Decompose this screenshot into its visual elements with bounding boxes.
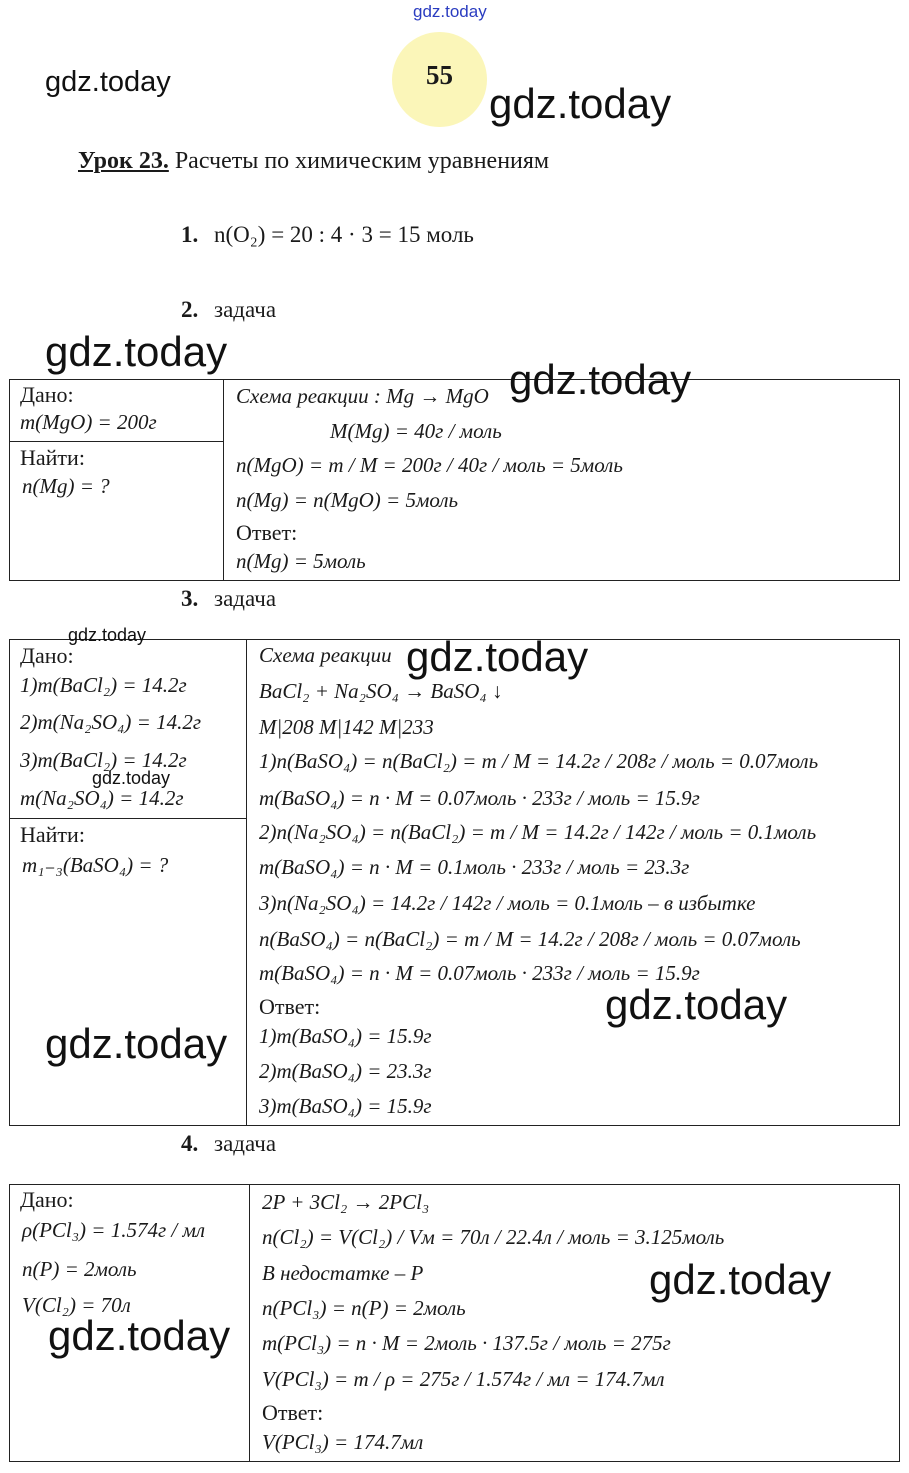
- task-1: [181, 222, 474, 248]
- solution-line: n(Cl₂) = V(Cl₂) / Vм = 70л / 22.4л / моль = 3.125моль: [262, 1225, 725, 1249]
- find-label: Найти:: [20, 445, 85, 470]
- answer-label: Ответ:: [236, 520, 298, 545]
- solution-line: V(PCl₃) = m / ρ = 275г / 1.574г / мл = 174.7мл: [262, 1367, 665, 1391]
- watermark: gdz.today: [413, 2, 487, 21]
- solution-line: n(BaSO₄) = n(BaCl₂) = m / M = 14.2г / 208г / моль = 0.07моль: [259, 927, 801, 951]
- solution-line: 3)n(Na₂SO₄) = 14.2г / 142г / моль = 0.1моль – в избытке: [259, 891, 756, 915]
- given-label: Дано:: [20, 643, 74, 668]
- answer-item: V(PCl₃) = 174.7мл: [262, 1430, 424, 1454]
- solution-line: 2)n(Na₂SO₄) = n(BaCl₂) = m / M = 14.2г / 142г / моль = 0.1моль: [259, 820, 817, 844]
- task-number: 3.: [181, 586, 199, 611]
- watermark: gdz.today: [649, 1256, 832, 1303]
- solution-line: n(PCl₃) = n(P) = 2моль: [262, 1296, 466, 1320]
- find-label: Найти:: [20, 822, 85, 847]
- find-item: m₁₋₃(BaSO₄) = ?: [22, 853, 169, 877]
- answer-item: 1)m(BaSO₄) = 15.9г: [259, 1024, 432, 1048]
- solution-line: 1)n(BaSO₄) = n(BaCl₂) = m / M = 14.2г / 208г / моль = 0.07моль: [259, 749, 819, 773]
- task-4-heading: [181, 1131, 276, 1157]
- given-item: n(P) = 2моль: [22, 1257, 137, 1281]
- watermark: gdz.today: [45, 66, 171, 98]
- given-label: Дано:: [20, 1187, 74, 1212]
- task-label: задача: [214, 1131, 277, 1156]
- task-3-heading: [181, 586, 276, 612]
- task-number: 4.: [181, 1131, 199, 1156]
- watermark: gdz.today: [605, 981, 788, 1028]
- solution-line: Схема реакции : Mg → MgO: [236, 384, 489, 408]
- task-number: 1.: [181, 222, 199, 247]
- task-2-heading: [181, 297, 276, 323]
- watermark: gdz.today: [68, 625, 147, 645]
- watermark: gdz.today: [509, 356, 692, 403]
- solution-line: BaCl₂ + Na₂SO₄ → BaSO₄ ↓: [259, 679, 503, 703]
- given-item: 3)m(BaCl₂) = 14.2г: [20, 748, 187, 772]
- given-item: 1)m(BaCl₂) = 14.2г: [20, 673, 187, 697]
- lesson-title: Расчеты по химическим уравнениям: [174, 148, 550, 174]
- find-item: n(Mg) = ?: [22, 474, 110, 498]
- page-number: 55: [426, 60, 453, 90]
- watermark: gdz.today: [489, 80, 672, 127]
- task-1-solution: n(O₂) = 20 : 4 · 3 = 15 моль: [214, 222, 474, 247]
- solution-line: В недостатке – P: [262, 1261, 424, 1285]
- solution-line: M|208 M|142 M|233: [259, 715, 434, 739]
- given-item: m(Na₂SO₄) = 14.2г: [20, 786, 184, 810]
- lesson-heading: [78, 148, 549, 175]
- solution-line: M(Mg) = 40г / моль: [330, 419, 502, 443]
- task-label: задача: [214, 586, 277, 611]
- task-number: 2.: [181, 297, 199, 322]
- answer-item: 2)m(BaSO₄) = 23.3г: [259, 1059, 432, 1083]
- watermark: gdz.today: [45, 328, 228, 375]
- solution-line: m(BaSO₄) = n · M = 0.1моль · 233г / моль = 23.3г: [259, 855, 690, 879]
- watermark: gdz.today: [92, 768, 171, 788]
- watermark: gdz.today: [48, 1312, 231, 1359]
- solution-line: n(MgO) = m / M = 200г / 40г / моль = 5моль: [236, 453, 623, 477]
- task-label: задача: [214, 297, 277, 322]
- solution-line: m(BaSO₄) = n · M = 0.07моль · 233г / моль = 15.9г: [259, 786, 700, 810]
- given-label: Дано:: [20, 382, 74, 407]
- lesson-label: Урок 23.: [78, 148, 169, 174]
- answer-label: Ответ:: [262, 1400, 324, 1425]
- solution-line: n(Mg) = n(MgO) = 5моль: [236, 488, 459, 512]
- solution-line: m(PCl₃) = n · M = 2моль · 137.5г / моль = 275г: [262, 1331, 671, 1355]
- given-item: ρ(PCl₃) = 1.574г / мл: [22, 1218, 206, 1242]
- solution-line: m(BaSO₄) = n · M = 0.07моль · 233г / моль = 15.9г: [259, 961, 700, 985]
- watermark: gdz.today: [406, 633, 589, 680]
- solution-line: Схема реакции: [259, 643, 392, 667]
- given-item: V(Cl₂) = 70л: [22, 1293, 131, 1317]
- watermark: gdz.today: [45, 1020, 228, 1067]
- given-item: 2)m(Na₂SO₄) = 14.2г: [20, 710, 202, 734]
- answer-label: Ответ:: [259, 994, 321, 1019]
- solution-line: 2P + 3Cl₂ → 2PCl₃: [262, 1190, 430, 1214]
- answer-item: n(Mg) = 5моль: [236, 549, 366, 573]
- answer-item: 3)m(BaSO₄) = 15.9г: [259, 1094, 432, 1118]
- given-item: m(MgO) = 200г: [20, 410, 157, 434]
